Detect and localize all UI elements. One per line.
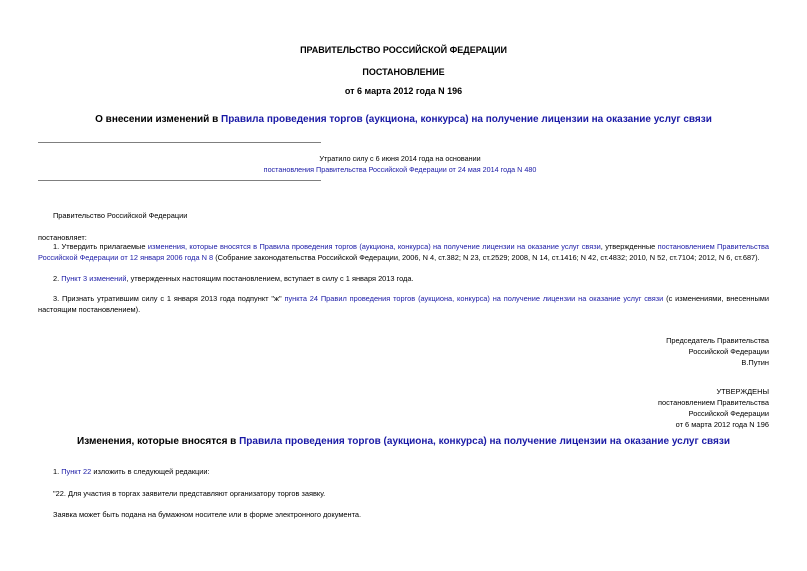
approved-block — [469, 386, 769, 430]
signature-block — [469, 335, 769, 368]
quote-paragraph-1: "22. Для участия в торгах заявители представляют организатору торгов заявку. — [53, 489, 326, 498]
document-title — [0, 115, 807, 126]
paragraph-3-prefix: 3. Признать утратившим силу с 1 января 2013 года подпункт "ж" — [53, 294, 285, 303]
document-date-number: от 6 марта 2012 года N 196 — [344, 86, 463, 96]
document-title-prefix: О внесении изменений в — [95, 114, 222, 125]
paragraph-1-prefix: 1. Утвердить прилагаемые — [53, 242, 148, 251]
paragraph-1-suffix: (Собрание законодательства Российской Федерации, 2006, N 4, ст.382; N 23, ст.2529; 2008, N 14, ст.1416; N 42, ст.4832; 2010, N 52, ст.7104; 2012, N 6, ст.687). — [213, 252, 760, 262]
paragraph-1-mid: , утвержденные — [600, 242, 658, 251]
point-24-link[interactable]: пункта 24 Правил проведения торгов (аукциона, конкурса) на получение лицензии на оказание услуг связи — [284, 294, 664, 303]
signature-name: В.Путин — [741, 358, 769, 367]
changes-title — [0, 437, 807, 448]
changes-rules-link[interactable]: Правила проведения торгов (аукциона, конкурса) на получение лицензии на оказание услуг связи — [239, 436, 730, 447]
decree-word: постановляет: — [38, 233, 87, 242]
approved-country: Российской Федерации — [688, 409, 769, 418]
paragraph-1 — [38, 242, 769, 263]
approved-date: от 6 марта 2012 года N 196 — [675, 420, 769, 429]
paragraph-3-suffix: (с изменениями, внесенными настоящим постановлением). — [38, 294, 769, 314]
approved-word: УТВЕРЖДЕНЫ — [716, 387, 769, 396]
changes-item-1-suffix: изложить в следующей редакции: — [91, 467, 210, 476]
quote-paragraph-2: Заявка может быть подана на бумажном носителе или в форме электронного документа. — [53, 510, 362, 519]
expired-note — [200, 153, 600, 175]
rules-link[interactable]: Правила проведения торгов (аукциона, конкурса) на получение лицензии на оказание услуг связи — [221, 114, 712, 125]
paragraph-2-suffix: , утвержденных настоящим постановлением, вступает в силу с 1 января 2013 года. — [126, 274, 414, 283]
decree-2006-link[interactable]: постановлением Правительства Российской Федерации от 12 января 2006 года N 8 — [38, 242, 769, 262]
bottom-divider — [38, 180, 321, 181]
changes-title-prefix: Изменения, которые вносятся в — [77, 436, 240, 447]
government-line: Правительство Российской Федерации — [53, 211, 188, 220]
point-3-link[interactable]: Пункт 3 изменений — [61, 274, 127, 283]
approved-by: постановлением Правительства — [658, 398, 769, 407]
paragraph-3 — [38, 294, 769, 315]
top-divider — [38, 142, 321, 143]
document-type-heading: ПОСТАНОВЛЕНИЕ — [362, 67, 445, 77]
government-heading: ПРАВИТЕЛЬСТВО РОССИЙСКОЙ ФЕДЕРАЦИИ — [300, 45, 507, 55]
expired-decree-link[interactable]: постановления Правительства Российской Федерации от 24 мая 2014 года N 480 — [263, 165, 537, 174]
changes-item-1-prefix: 1. — [53, 467, 62, 476]
signature-position: Председатель Правительства — [666, 336, 769, 345]
point-22-link[interactable]: Пункт 22 — [61, 467, 92, 476]
expired-note-text: Утратило силу с 6 июня 2014 года на основании — [319, 154, 481, 163]
paragraph-2-prefix: 2. — [53, 274, 62, 283]
signature-country: Российской Федерации — [688, 347, 769, 356]
changes-link[interactable]: изменения, которые вносятся в Правила проведения торгов (аукциона, конкурса) на получение лицензии на оказание услуг связи — [147, 242, 601, 251]
paragraph-2 — [38, 274, 784, 285]
changes-item-1 — [38, 467, 784, 478]
